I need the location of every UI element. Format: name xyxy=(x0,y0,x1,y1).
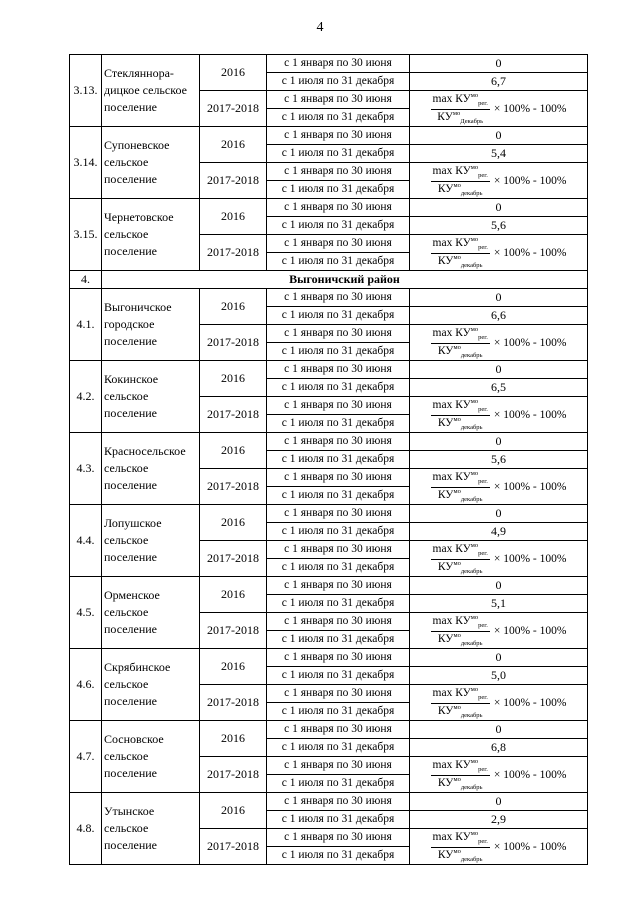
value-first-half: 0 xyxy=(410,199,588,217)
period-first-half: с 1 января по 30 июня xyxy=(267,433,410,451)
formula-cell xyxy=(410,397,588,433)
period-first-half: с 1 января по 30 июня xyxy=(267,649,410,667)
year-2016: 2016 xyxy=(200,505,267,541)
period-second-half: с 1 июля по 31 декабря xyxy=(267,343,410,361)
formula-numerator xyxy=(431,399,490,416)
formula-den-sub: декабрь xyxy=(460,856,483,864)
formula-den-sup-mo: мо xyxy=(452,110,461,118)
value-second-half: 5,6 xyxy=(410,451,588,469)
formula-fraction xyxy=(431,471,490,503)
settlement-name: Стекляннора-дицкое сельское поселение xyxy=(102,55,200,127)
year-2017-2018: 2017-2018 xyxy=(200,163,267,199)
row-number: 4.1. xyxy=(70,289,102,361)
formula-sup-mo: мо xyxy=(470,92,479,100)
period-first-half: с 1 января по 30 июня xyxy=(267,469,410,487)
formula-sub-reg: рег. xyxy=(478,244,488,252)
year-2016: 2016 xyxy=(200,793,267,829)
period-first-half: с 1 января по 30 июня xyxy=(267,829,410,847)
row-number: 4.4. xyxy=(70,505,102,577)
settlement-name: Утынское сельское поселение xyxy=(102,793,200,865)
formula-den-ku: КУ xyxy=(437,416,454,429)
formula-cell xyxy=(410,757,588,793)
period-first-half: с 1 января по 30 июня xyxy=(267,91,410,109)
formula-den-sup-mo: мо xyxy=(453,182,461,190)
value-first-half: 0 xyxy=(410,577,588,595)
table-row xyxy=(70,127,588,145)
period-second-half: с 1 июля по 31 декабря xyxy=(267,775,410,793)
formula-cell xyxy=(410,469,588,505)
formula-sup-mo: мо xyxy=(470,326,479,334)
formula-sub-reg: рег. xyxy=(478,172,488,180)
formula-numerator xyxy=(431,237,490,254)
formula-den-sub: Декабрь xyxy=(460,118,484,126)
table-row xyxy=(70,649,588,667)
tariff-table-body xyxy=(70,55,588,865)
period-second-half: с 1 июля по 31 декабря xyxy=(267,487,410,505)
formula-den-ku: КУ xyxy=(437,254,454,267)
formula-den-ku: КУ xyxy=(437,848,454,861)
formula-max: max КУ xyxy=(432,687,471,700)
settlement-name: Орменское сельское поселение xyxy=(102,577,200,649)
period-first-half: с 1 января по 30 июня xyxy=(267,325,410,343)
year-2016: 2016 xyxy=(200,55,267,91)
formula-numerator xyxy=(431,687,490,704)
table-row xyxy=(70,505,588,523)
formula-sup-mo: мо xyxy=(470,398,479,406)
formula-den-sup-mo: мо xyxy=(453,488,461,496)
year-2016: 2016 xyxy=(200,361,267,397)
settlement-name: Выгоничское городское поселение xyxy=(102,289,200,361)
table-row xyxy=(70,721,588,739)
formula-max: max КУ xyxy=(432,165,471,178)
formula-denominator xyxy=(436,632,485,648)
formula-den-sub: декабрь xyxy=(460,640,483,648)
period-second-half: с 1 июля по 31 декабря xyxy=(267,253,410,271)
value-second-half: 6,5 xyxy=(410,379,588,397)
period-second-half: с 1 июля по 31 декабря xyxy=(267,631,410,649)
formula-den-ku: КУ xyxy=(437,776,454,789)
year-2016: 2016 xyxy=(200,577,267,613)
value-first-half: 0 xyxy=(410,289,588,307)
period-first-half: с 1 января по 30 июня xyxy=(267,721,410,739)
row-number: 4.7. xyxy=(70,721,102,793)
period-first-half: с 1 января по 30 июня xyxy=(267,613,410,631)
formula-den-ku: КУ xyxy=(437,704,454,717)
formula-numerator xyxy=(431,327,490,344)
year-2017-2018: 2017-2018 xyxy=(200,397,267,433)
formula-max: max КУ xyxy=(432,471,471,484)
formula-sup-mo: мо xyxy=(470,236,479,244)
period-second-half: с 1 июля по 31 декабря xyxy=(267,109,410,127)
period-first-half: с 1 января по 30 июня xyxy=(267,163,410,181)
period-first-half: с 1 января по 30 июня xyxy=(267,199,410,217)
formula-tail: × 100% - 100% xyxy=(493,174,567,187)
period-second-half: с 1 июля по 31 декабря xyxy=(267,181,410,199)
formula-den-sub: декабрь xyxy=(460,262,483,270)
formula-sup-mo: мо xyxy=(470,758,479,766)
year-2017-2018: 2017-2018 xyxy=(200,541,267,577)
year-2017-2018: 2017-2018 xyxy=(200,91,267,127)
period-second-half: с 1 июля по 31 декабря xyxy=(267,217,410,235)
formula xyxy=(431,543,567,575)
settlement-name: Красносельское сельское поселение xyxy=(102,433,200,505)
formula-max: max КУ xyxy=(432,237,471,250)
formula-max: max КУ xyxy=(432,759,471,772)
formula-tail: × 100% - 100% xyxy=(493,768,567,781)
period-first-half: с 1 января по 30 июня xyxy=(267,541,410,559)
period-second-half: с 1 июля по 31 декабря xyxy=(267,811,410,829)
formula-sup-mo: мо xyxy=(470,830,479,838)
year-2017-2018: 2017-2018 xyxy=(200,613,267,649)
formula-numerator xyxy=(431,615,490,632)
value-second-half: 5,4 xyxy=(410,145,588,163)
formula-numerator xyxy=(431,471,490,488)
formula-den-sup-mo: мо xyxy=(453,632,461,640)
formula-fraction xyxy=(431,543,490,575)
formula-sub-reg: рег. xyxy=(478,406,488,414)
formula-fraction xyxy=(431,759,490,791)
period-second-half: с 1 июля по 31 декабря xyxy=(267,847,410,865)
row-number: 4.8. xyxy=(70,793,102,865)
formula-denominator xyxy=(436,704,485,720)
year-2016: 2016 xyxy=(200,289,267,325)
row-number: 3.15. xyxy=(70,199,102,271)
formula-tail: × 100% - 100% xyxy=(493,552,567,565)
value-second-half: 2,9 xyxy=(410,811,588,829)
formula-fraction xyxy=(431,237,490,269)
formula-tail: × 100% - 100% xyxy=(493,696,567,709)
table-row xyxy=(70,199,588,217)
formula-denominator xyxy=(436,182,485,198)
formula xyxy=(431,327,567,359)
formula-cell xyxy=(410,613,588,649)
period-first-half: с 1 января по 30 июня xyxy=(267,757,410,775)
period-second-half: с 1 июля по 31 декабря xyxy=(267,739,410,757)
period-first-half: с 1 января по 30 июня xyxy=(267,289,410,307)
district-row xyxy=(70,271,588,289)
value-first-half: 0 xyxy=(410,55,588,73)
formula-den-ku: КУ xyxy=(437,110,453,123)
settlement-name: Чернетовское сельское поселение xyxy=(102,199,200,271)
formula-cell xyxy=(410,325,588,361)
formula-sup-mo: мо xyxy=(470,470,479,478)
formula xyxy=(431,687,567,719)
row-number: 4.6. xyxy=(70,649,102,721)
formula-den-sup-mo: мо xyxy=(453,848,461,856)
year-2017-2018: 2017-2018 xyxy=(200,235,267,271)
period-second-half: с 1 июля по 31 декабря xyxy=(267,667,410,685)
formula-fraction xyxy=(431,399,490,431)
formula-numerator xyxy=(431,93,490,110)
year-2017-2018: 2017-2018 xyxy=(200,685,267,721)
formula-den-ku: КУ xyxy=(437,344,454,357)
row-number: 3.14. xyxy=(70,127,102,199)
year-2017-2018: 2017-2018 xyxy=(200,757,267,793)
formula-numerator xyxy=(431,543,490,560)
row-number: 4.5. xyxy=(70,577,102,649)
table-row xyxy=(70,289,588,307)
formula-max: max КУ xyxy=(432,93,471,106)
period-second-half: с 1 июля по 31 декабря xyxy=(267,595,410,613)
formula xyxy=(431,165,567,197)
formula-sup-mo: мо xyxy=(470,686,479,694)
row-number: 4.3. xyxy=(70,433,102,505)
formula-cell xyxy=(410,541,588,577)
table-row xyxy=(70,55,588,73)
formula-den-ku: КУ xyxy=(437,632,454,645)
formula-cell xyxy=(410,829,588,865)
period-second-half: с 1 июля по 31 декабря xyxy=(267,307,410,325)
period-first-half: с 1 января по 30 июня xyxy=(267,235,410,253)
formula-max: max КУ xyxy=(432,831,471,844)
formula-max: max КУ xyxy=(432,543,471,556)
formula-sub-reg: рег. xyxy=(478,100,488,108)
value-first-half: 0 xyxy=(410,793,588,811)
period-first-half: с 1 января по 30 июня xyxy=(267,127,410,145)
formula-max: max КУ xyxy=(432,399,471,412)
formula-cell xyxy=(410,685,588,721)
formula-denominator xyxy=(436,416,485,432)
value-first-half: 0 xyxy=(410,505,588,523)
row-number: 3.13. xyxy=(70,55,102,127)
formula-numerator xyxy=(431,759,490,776)
formula-sub-reg: рег. xyxy=(478,694,488,702)
period-first-half: с 1 января по 30 июня xyxy=(267,505,410,523)
formula-numerator xyxy=(431,831,490,848)
year-2017-2018: 2017-2018 xyxy=(200,829,267,865)
formula xyxy=(431,831,567,863)
value-first-half: 0 xyxy=(410,433,588,451)
formula-tail: × 100% - 100% xyxy=(493,840,567,853)
period-first-half: с 1 января по 30 июня xyxy=(267,55,410,73)
formula-den-ku: КУ xyxy=(437,488,454,501)
period-second-half: с 1 июля по 31 декабря xyxy=(267,415,410,433)
year-2016: 2016 xyxy=(200,199,267,235)
formula-cell xyxy=(410,91,588,127)
formula-den-sub: декабрь xyxy=(460,352,483,360)
formula-denominator xyxy=(436,560,485,576)
formula-denominator xyxy=(436,344,485,360)
formula-sub-reg: рег. xyxy=(478,838,488,846)
formula-den-sub: декабрь xyxy=(460,190,483,198)
formula-sub-reg: рег. xyxy=(478,766,488,774)
table-row xyxy=(70,793,588,811)
formula-fraction xyxy=(431,615,490,647)
value-second-half: 5,6 xyxy=(410,217,588,235)
formula-tail: × 100% - 100% xyxy=(493,480,567,493)
period-first-half: с 1 января по 30 июня xyxy=(267,361,410,379)
formula-tail: × 100% - 100% xyxy=(493,336,567,349)
value-first-half: 0 xyxy=(410,127,588,145)
period-second-half: с 1 июля по 31 декабря xyxy=(267,451,410,469)
value-second-half: 6,7 xyxy=(410,73,588,91)
formula xyxy=(431,237,567,269)
formula-tail: × 100% - 100% xyxy=(493,624,567,637)
value-second-half: 4,9 xyxy=(410,523,588,541)
formula-fraction xyxy=(431,831,490,863)
formula-den-sub: декабрь xyxy=(460,784,483,792)
formula-sub-reg: рег. xyxy=(478,478,488,486)
value-second-half: 5,1 xyxy=(410,595,588,613)
period-second-half: с 1 июля по 31 декабря xyxy=(267,523,410,541)
period-second-half: с 1 июля по 31 декабря xyxy=(267,703,410,721)
settlement-name: Скрябинское сельское поселение xyxy=(102,649,200,721)
district-number: 4. xyxy=(70,271,102,289)
value-second-half: 6,6 xyxy=(410,307,588,325)
year-2016: 2016 xyxy=(200,649,267,685)
formula xyxy=(431,93,567,125)
period-second-half: с 1 июля по 31 декабря xyxy=(267,73,410,91)
formula-fraction xyxy=(431,93,490,125)
formula xyxy=(431,759,567,791)
table-row xyxy=(70,577,588,595)
table-row xyxy=(70,433,588,451)
value-first-half: 0 xyxy=(410,361,588,379)
formula-tail: × 100% - 100% xyxy=(493,246,567,259)
page-number: 4 xyxy=(316,20,324,35)
settlement-name: Лопушское сельское поселение xyxy=(102,505,200,577)
year-2017-2018: 2017-2018 xyxy=(200,469,267,505)
formula-den-sup-mo: мо xyxy=(453,344,461,352)
formula-fraction xyxy=(431,327,490,359)
formula-denominator xyxy=(436,488,485,504)
formula-den-ku: КУ xyxy=(437,560,454,573)
value-second-half: 5,0 xyxy=(410,667,588,685)
period-second-half: с 1 июля по 31 декабря xyxy=(267,145,410,163)
formula-denominator xyxy=(435,110,485,126)
period-first-half: с 1 января по 30 июня xyxy=(267,397,410,415)
formula-cell xyxy=(410,235,588,271)
formula-numerator xyxy=(431,165,490,182)
formula-den-sub: декабрь xyxy=(460,712,483,720)
year-2016: 2016 xyxy=(200,721,267,757)
formula-denominator xyxy=(436,254,485,270)
formula-tail: × 100% - 100% xyxy=(493,408,567,421)
formula-sub-reg: рег. xyxy=(478,334,488,342)
formula-sup-mo: мо xyxy=(470,542,479,550)
formula xyxy=(431,615,567,647)
year-2017-2018: 2017-2018 xyxy=(200,325,267,361)
formula-tail: × 100% - 100% xyxy=(493,102,567,115)
period-first-half: с 1 января по 30 июня xyxy=(267,577,410,595)
formula-fraction xyxy=(431,165,490,197)
formula-sup-mo: мо xyxy=(470,164,479,172)
period-first-half: с 1 января по 30 июня xyxy=(267,793,410,811)
formula-sup-mo: мо xyxy=(470,614,479,622)
row-number: 4.2. xyxy=(70,361,102,433)
tariff-table xyxy=(69,54,588,865)
year-2016: 2016 xyxy=(200,127,267,163)
formula-denominator xyxy=(436,848,485,864)
year-2016: 2016 xyxy=(200,433,267,469)
period-first-half: с 1 января по 30 июня xyxy=(267,685,410,703)
formula-sub-reg: рег. xyxy=(478,550,488,558)
settlement-name: Сосновское сельское поселение xyxy=(102,721,200,793)
settlement-name: Кокинское сельское поселение xyxy=(102,361,200,433)
formula-den-sup-mo: мо xyxy=(453,776,461,784)
value-second-half: 6,8 xyxy=(410,739,588,757)
table-row xyxy=(70,361,588,379)
formula xyxy=(431,471,567,503)
value-first-half: 0 xyxy=(410,649,588,667)
formula-den-ku: КУ xyxy=(437,182,454,195)
formula-denominator xyxy=(436,776,485,792)
formula-den-sub: декабрь xyxy=(460,496,483,504)
formula xyxy=(431,399,567,431)
formula-max: max КУ xyxy=(432,615,471,628)
formula-fraction xyxy=(431,687,490,719)
settlement-name: Супоневское сельское поселение xyxy=(102,127,200,199)
period-second-half: с 1 июля по 31 декабря xyxy=(267,379,410,397)
formula-den-sup-mo: мо xyxy=(453,416,461,424)
formula-max: max КУ xyxy=(432,327,471,340)
formula-den-sup-mo: мо xyxy=(453,704,461,712)
value-first-half: 0 xyxy=(410,721,588,739)
period-second-half: с 1 июля по 31 декабря xyxy=(267,559,410,577)
formula-den-sub: декабрь xyxy=(460,568,483,576)
formula-den-sup-mo: мо xyxy=(453,254,461,262)
formula-den-sub: декабрь xyxy=(460,424,483,432)
formula-cell xyxy=(410,163,588,199)
formula-den-sup-mo: мо xyxy=(453,560,461,568)
district-title: Выгоничский район xyxy=(102,271,588,289)
formula-sub-reg: рег. xyxy=(478,622,488,630)
